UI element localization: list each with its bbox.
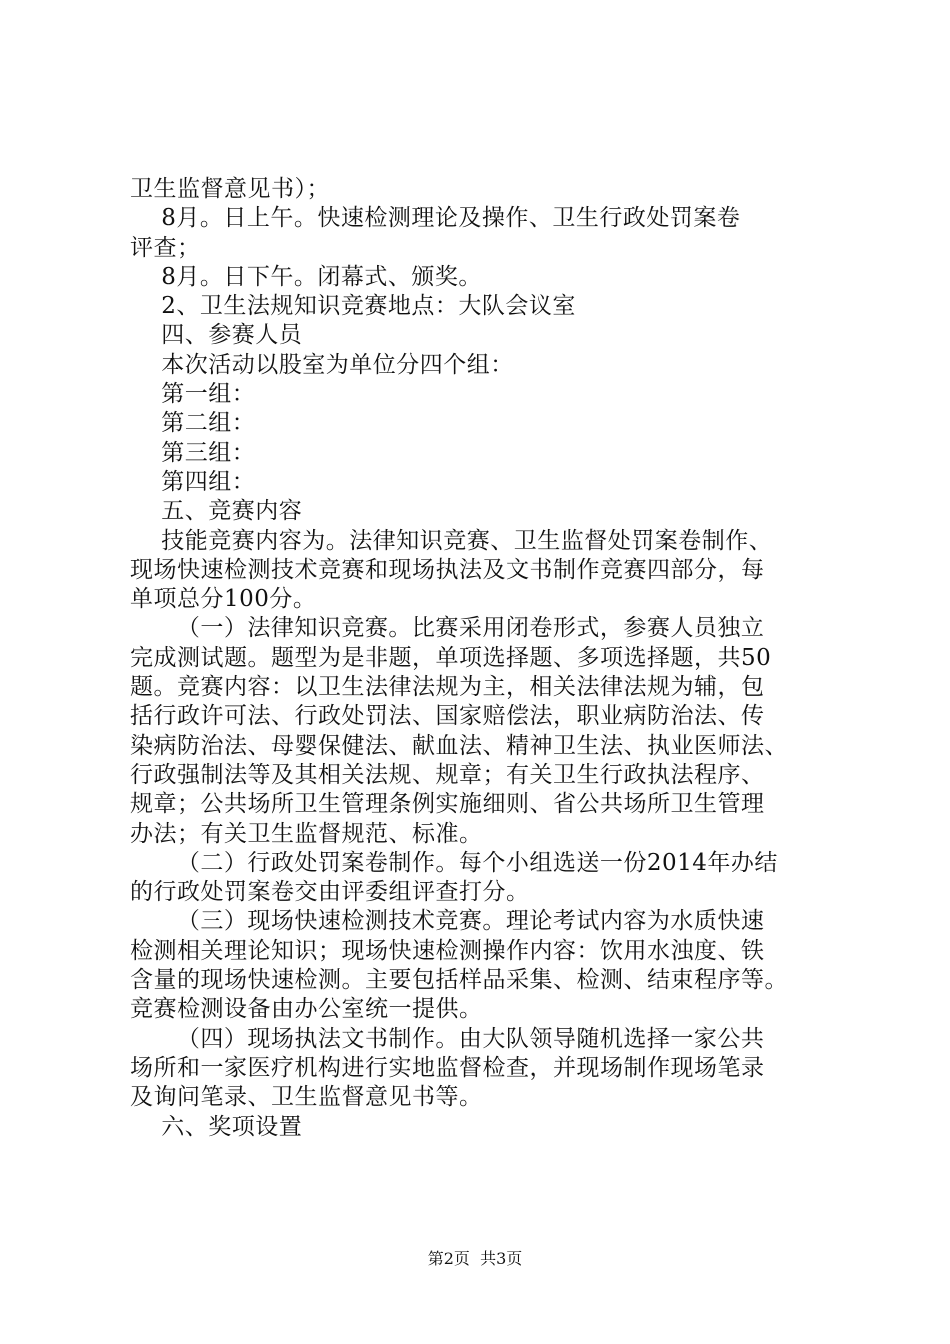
text-line: （二）行政处罚案卷制作。每个小组选送一份2014年办结: [130, 849, 778, 876]
section-heading: 六、奖项设置: [130, 1113, 303, 1140]
text-line: 8月。日上午。快速检测理论及操作、卫生行政处罚案卷: [130, 205, 741, 232]
text-line: 题。竞赛内容：以卫生法律法规为主，相关法律法规为辅，包: [130, 674, 765, 701]
text-line: 单项总分100分。: [130, 586, 317, 613]
text-line: 行政强制法等及其相关法规、规章；有关卫生行政执法程序、: [130, 761, 765, 788]
text-line: 卫生监督意见书）；: [130, 176, 330, 202]
text-line: 染病防治法、母婴保健法、献血法、精神卫生法、执业医师法、: [130, 732, 788, 759]
text-line: 办法；有关卫生监督规范、标准。: [130, 820, 483, 847]
text-line: 完成测试题。题型为是非题，单项选择题、多项选择题，共50: [130, 644, 772, 671]
section-heading: 四、参赛人员: [130, 322, 303, 349]
text-line: 本次活动以股室为单位分四个组：: [130, 351, 514, 378]
text-line: 竞赛检测设备由办公室统一提供。: [130, 996, 483, 1023]
text-line: 的行政处罚案卷交由评委组评查打分。: [130, 879, 530, 906]
text-line: 第一组：: [130, 381, 256, 408]
text-line: （一）法律知识竞赛。比赛采用闭卷形式，参赛人员独立: [130, 615, 765, 642]
text-line: 第三组：: [130, 439, 256, 466]
text-line: 第四组：: [130, 468, 256, 495]
text-line: 评查；: [130, 234, 201, 261]
text-line: 括行政许可法、行政处罚法、国家赔偿法，职业病防治法、传: [130, 703, 765, 730]
page-number-footer: 第2页 共3页: [427, 1249, 523, 1268]
text-line: （四）现场执法文书制作。由大队领导随机选择一家公共: [130, 1025, 765, 1052]
text-line: 第二组：: [130, 410, 256, 437]
text-line: 规章；公共场所卫生管理条例实施细则、省公共场所卫生管理: [130, 791, 765, 818]
text-line: （三）现场快速检测技术竞赛。理论考试内容为水质快速: [130, 908, 765, 935]
document-body: [130, 175, 840, 1142]
text-line: 8月。日下午。闭幕式、颁奖。: [130, 263, 482, 290]
text-line: 技能竞赛内容为。法律知识竞赛、卫生监督处罚案卷制作、: [130, 527, 773, 554]
text-line: 场所和一家医疗机构进行实地监督检查，并现场制作现场笔录: [130, 1054, 765, 1081]
text-line: 含量的现场快速检测。主要包括样品采集、检测、结束程序等。: [130, 967, 788, 994]
text-line: 现场快速检测技术竞赛和现场执法及文书制作竞赛四部分，每: [130, 556, 765, 583]
text-line: 检测相关理论知识；现场快速检测操作内容：饮用水浊度、铁: [130, 937, 765, 964]
text-line: 2、卫生法规知识竞赛地点：大队会议室: [130, 293, 576, 320]
text-line: 及询问笔录、卫生监督意见书等。: [130, 1084, 483, 1111]
section-heading: 五、竞赛内容: [130, 498, 303, 525]
